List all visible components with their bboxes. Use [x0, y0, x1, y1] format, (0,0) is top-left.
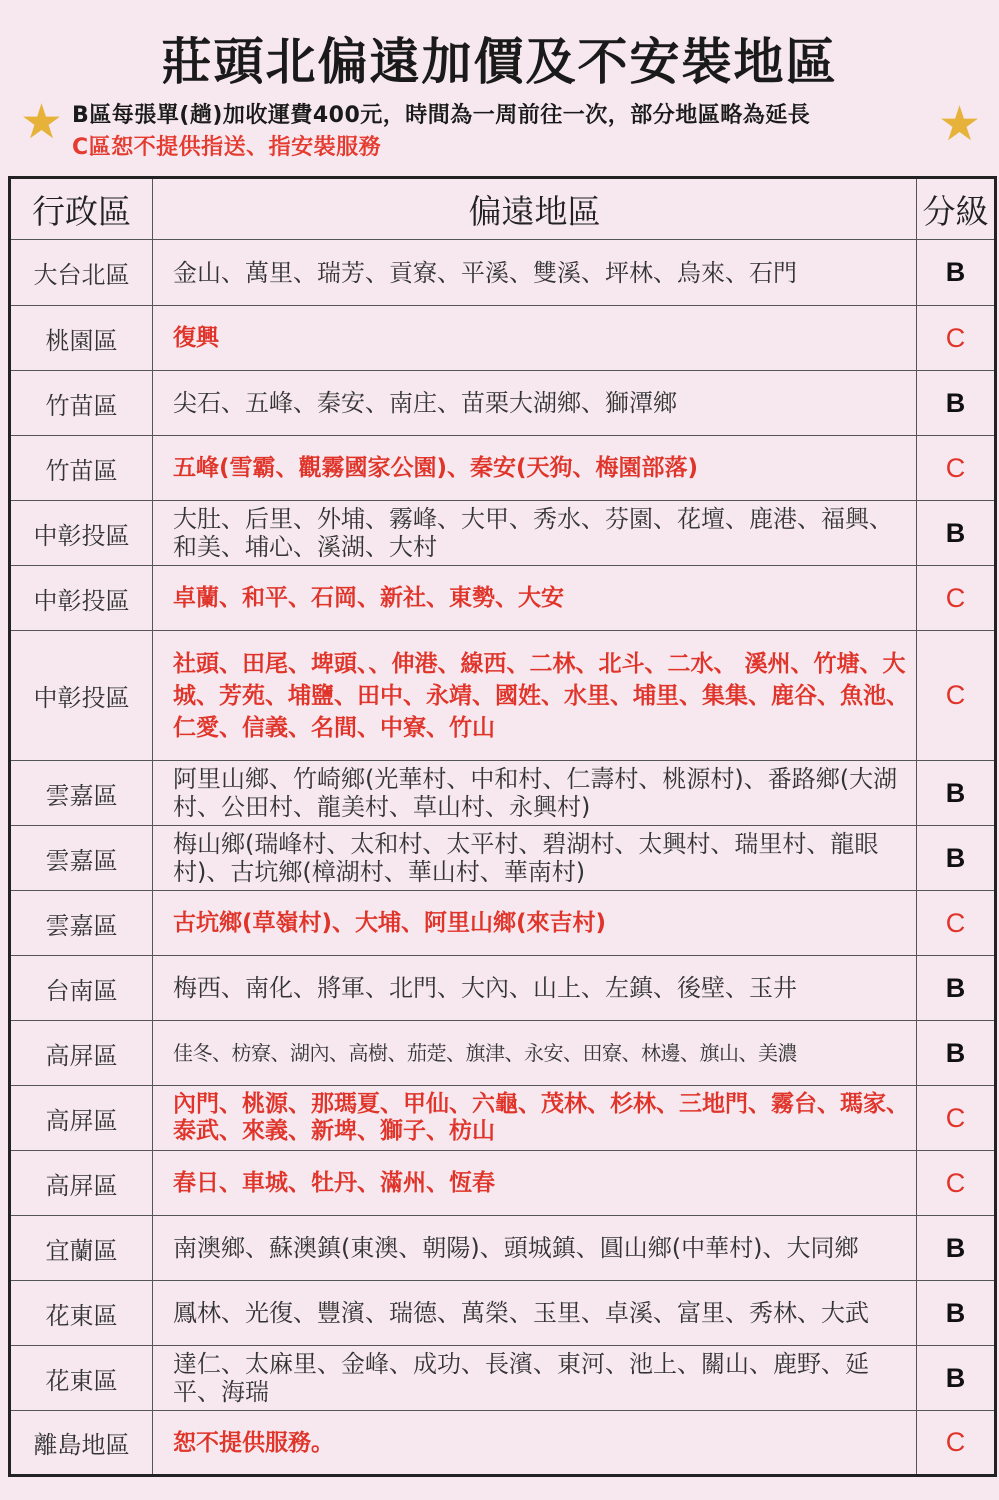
table-row [10, 371, 996, 436]
grade-cell: B [917, 761, 996, 826]
table-row [10, 1281, 996, 1346]
region-cell: 大台北區 [10, 240, 153, 306]
table-header-row [10, 178, 996, 240]
table-row [10, 1086, 996, 1151]
grade-cell: C [917, 436, 996, 501]
table-row [10, 631, 996, 761]
grade-cell: B [917, 826, 996, 891]
header-region: 行政區 [10, 178, 153, 240]
table-row [10, 501, 996, 566]
grade-cell: B [917, 240, 996, 306]
region-cell: 雲嘉區 [10, 761, 153, 826]
table-row [10, 761, 996, 826]
grade-cell: C [917, 891, 996, 956]
grade-cell: B [917, 371, 996, 436]
grade-cell: C [917, 1411, 996, 1476]
header-areas: 偏遠地區 [153, 178, 917, 240]
region-cell: 花東區 [10, 1281, 153, 1346]
header-grade: 分級 [917, 178, 996, 240]
areas-cell: 梅山鄉(瑞峰村、太和村、太平村、碧湖村、太興村、瑞里村、龍眼村)、古坑鄉(樟湖村、華山村、華南村) [153, 826, 917, 891]
table-row [10, 956, 996, 1021]
areas-cell: 大肚、后里、外埔、霧峰、大甲、秀水、芬園、花壇、鹿港、福興、和美、埔心、溪湖、大村 [153, 501, 917, 566]
no-service-note: C區恕不提供指送、指安裝服務 [72, 135, 382, 160]
areas-cell: 阿里山鄉、竹崎鄉(光華村、中和村、仁壽村、桃源村)、番路鄉(大湖村、公田村、龍美村、草山村、永興村) [153, 761, 917, 826]
page-title: 莊頭北偏遠加價及不安裝地區 [161, 33, 838, 91]
region-cell: 桃園區 [10, 306, 153, 371]
star-icon: ★ [20, 94, 64, 150]
table-row [10, 891, 996, 956]
surcharge-note: B區每張單(趟)加收運費400元，時間為一周前往一次，部分地區略為延長 [72, 103, 811, 128]
grade-cell: C [917, 631, 996, 761]
region-cell: 中彰投區 [10, 631, 153, 761]
region-cell: 中彰投區 [10, 501, 153, 566]
region-cell: 花東區 [10, 1346, 153, 1411]
region-cell: 雲嘉區 [10, 891, 153, 956]
areas-cell: 達仁、太麻里、金峰、成功、長濱、東河、池上、關山、鹿野、延平、海瑞 [153, 1346, 917, 1411]
star-icon: ★ [938, 96, 982, 152]
areas-cell: 恕不提供服務。 [153, 1411, 917, 1476]
region-cell: 高屏區 [10, 1086, 153, 1151]
areas-cell: 春日、車城、牡丹、滿州、恆春 [153, 1151, 917, 1216]
table-row [10, 436, 996, 501]
grade-cell: B [917, 1021, 996, 1086]
areas-cell: 鳳林、光復、豐濱、瑞德、萬榮、玉里、卓溪、富里、秀林、大武 [153, 1281, 917, 1346]
table-row [10, 826, 996, 891]
areas-cell: 佳冬、枋寮、湖內、高樹、茄萣、旗津、永安、田寮、林邊、旗山、美濃 [153, 1021, 917, 1086]
areas-cell: 復興 [153, 306, 917, 371]
region-cell: 高屏區 [10, 1151, 153, 1216]
table-row [10, 1346, 996, 1411]
region-cell: 離島地區 [10, 1411, 153, 1476]
grade-cell: C [917, 1086, 996, 1151]
table-row [10, 1151, 996, 1216]
table-row [10, 1021, 996, 1086]
areas-cell: 梅西、南化、將軍、北門、大內、山上、左鎮、後壁、玉井 [153, 956, 917, 1021]
table-row [10, 240, 996, 306]
region-cell: 高屏區 [10, 1021, 153, 1086]
region-cell: 宜蘭區 [10, 1216, 153, 1281]
areas-cell: 內門、桃源、那瑪夏、甲仙、六龜、茂林、杉林、三地門、霧台、瑪家、泰武、來義、新埤、獅子、枋山 [153, 1086, 917, 1151]
region-cell: 竹苗區 [10, 436, 153, 501]
grade-cell: B [917, 1216, 996, 1281]
grade-cell: C [917, 1151, 996, 1216]
areas-cell: 古坑鄉(草嶺村)、大埔、阿里山鄉(來吉村) [153, 891, 917, 956]
areas-cell: 南澳鄉、蘇澳鎮(東澳、朝陽)、頭城鎮、圓山鄉(中華村)、大同鄉 [153, 1216, 917, 1281]
areas-cell: 社頭、田尾、埤頭、、伸港、線西、二林、北斗、二水、 溪州、竹塘、大城、芳苑、埔鹽、田中、永靖、國姓、水里、埔里、集集、鹿谷、魚池、仁愛、信義、名間、中寮、竹山 [153, 631, 917, 761]
table-row [10, 1216, 996, 1281]
grade-cell: B [917, 501, 996, 566]
grade-cell: C [917, 566, 996, 631]
region-cell: 雲嘉區 [10, 826, 153, 891]
areas-cell: 金山、萬里、瑞芳、貢寮、平溪、雙溪、坪林、烏來、石門 [153, 240, 917, 306]
table-row [10, 1411, 996, 1476]
table-row [10, 306, 996, 371]
table-row [10, 566, 996, 631]
grade-cell: B [917, 1281, 996, 1346]
region-cell: 中彰投區 [10, 566, 153, 631]
areas-cell: 五峰(雪霸、觀霧國家公園)、秦安(天狗、梅園部落) [153, 436, 917, 501]
region-cell: 竹苗區 [10, 371, 153, 436]
grade-cell: B [917, 956, 996, 1021]
areas-cell: 卓蘭、和平、石岡、新社、東勢、大安 [153, 566, 917, 631]
areas-cell: 尖石、五峰、秦安、南庄、苗栗大湖鄉、獅潭鄉 [153, 371, 917, 436]
remote-area-table [8, 176, 997, 1477]
region-cell: 台南區 [10, 956, 153, 1021]
grade-cell: B [917, 1346, 996, 1411]
grade-cell: C [917, 306, 996, 371]
